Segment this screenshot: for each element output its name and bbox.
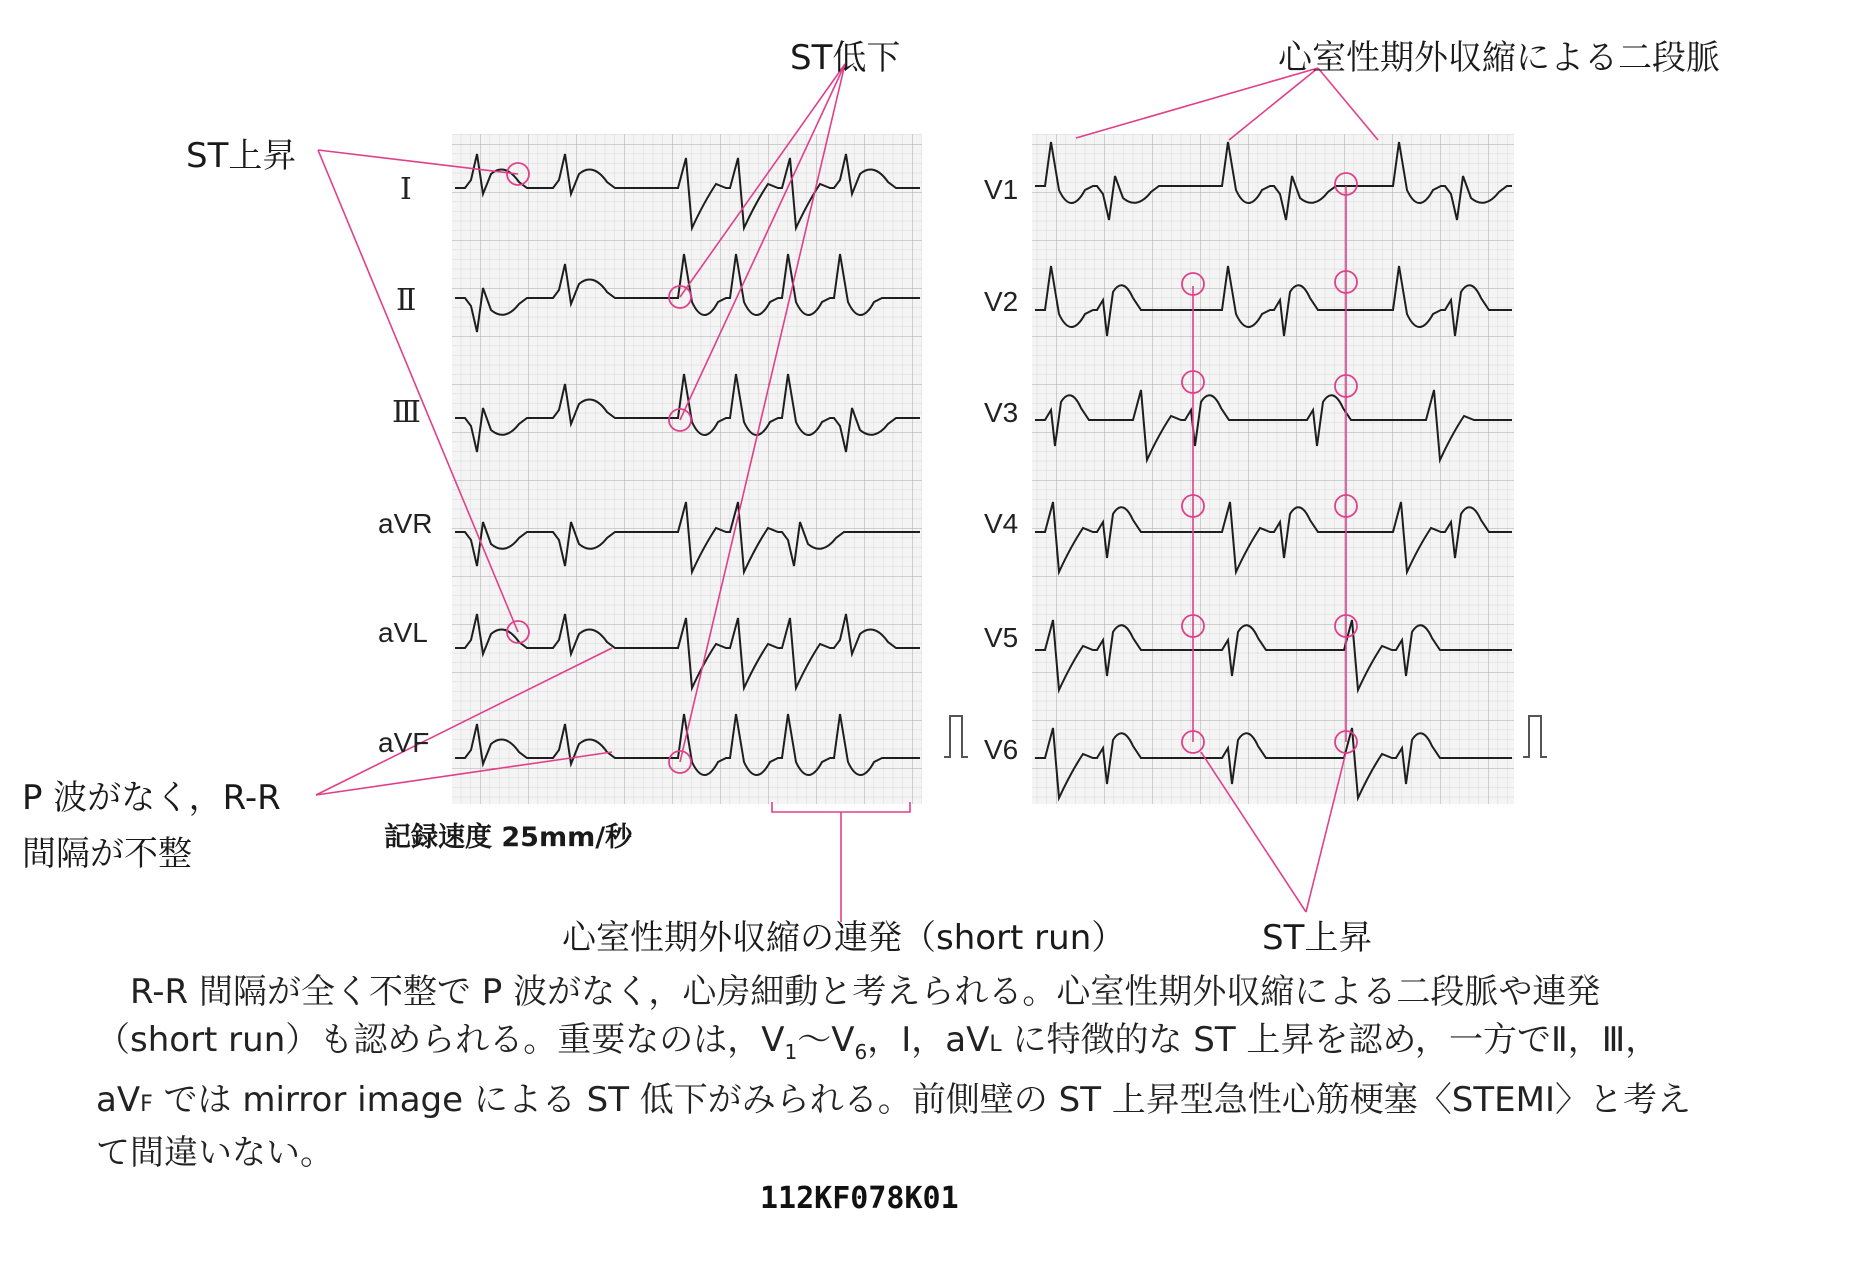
label-no-p-wave-1: P 波がなく，R-R [22,778,281,818]
lead-label-I: Ⅰ [400,172,412,207]
lead-label-II: Ⅱ [396,283,417,318]
lead-label-V4: V4 [984,508,1019,539]
recording-speed: 記録速度 25mm/秒 [384,822,633,853]
explanation-line-2: （short run）も認められる。重要なのは，$V_1\sim V_6$，Ⅰ，aVL に特徴的な ST 上昇を認め，一方でⅡ，Ⅲ， [96,1020,1660,1064]
question-code: 112KF078K01 [760,1181,959,1216]
lead-label-V3: V3 [984,397,1019,428]
lead-label-V1: V1 [984,174,1019,205]
explanation-line-1: R-R 間隔が全く不整で P 波がなく，心房細動と考えられる。心室性期外収縮による二段脈や連発 [96,972,1601,1012]
explanation-line-4: て間違いない。 [96,1132,334,1173]
label-pvc-bigeminy: 心室性期外収縮による二段脈 [1278,38,1720,78]
explanation-line-3: aVF では mirror image による ST 低下がみられる。前側壁の ST 上昇型急性心筋梗塞〈STEMI〉と考え [96,1079,1691,1120]
label-st-elevation-limb: ST上昇 [186,136,297,176]
label-pvc-short-run: 心室性期外収縮の連発（short run） [562,918,1126,958]
lead-label-aVL: aVL [378,617,428,648]
explanation-text [96,968,1846,1177]
label-no-p-wave-2: 間隔が不整 [22,834,192,874]
lead-label-V5: V5 [984,622,1019,653]
calibration-pulse [1523,716,1547,757]
lead-label-aVF: aVF [378,727,430,758]
lead-label-III: Ⅲ [392,395,421,430]
lead-label-aVR: aVR [378,508,433,539]
label-st-depression: ST低下 [790,38,901,78]
lead-label-V6: V6 [984,734,1019,765]
label-st-elevation-chest: ST上昇 [1262,918,1373,958]
lead-label-V2: V2 [984,286,1019,317]
calibration-pulse [944,716,968,757]
